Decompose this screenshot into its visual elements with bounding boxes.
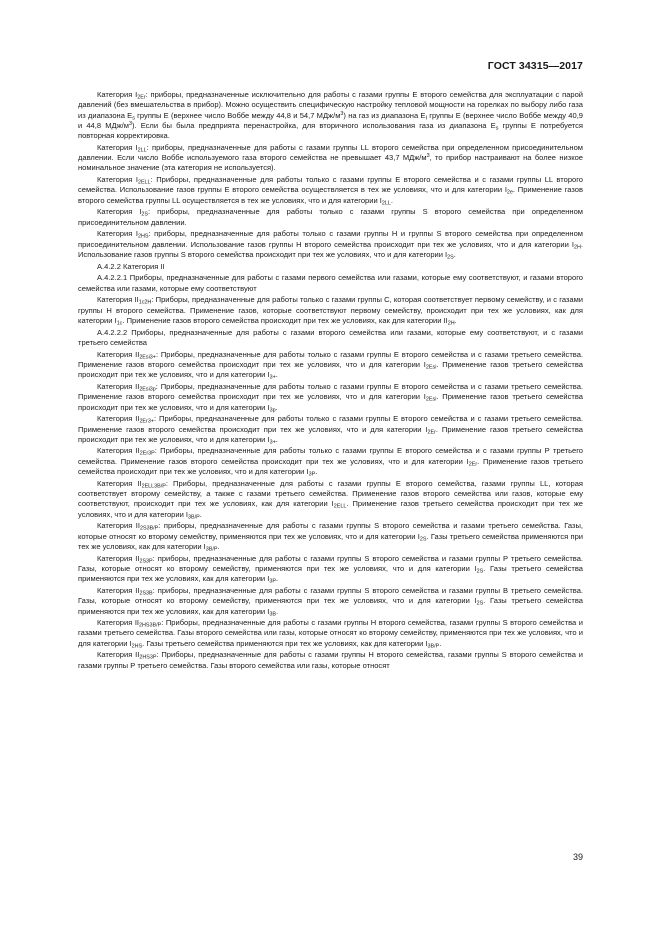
paragraph: Категория $I_{2ELL}$: Приборы, предназначенные для работы только с газами группы Е второго семейства и с газами группы LL второго семейства. Использование газов группы Е второго семейства осуществляется в тех же условиях, что и для категории $I_{2е}$. Применение газов второго семейства группы LL осуществляется в тех же условиях, что и для категории $I_{2LL}$. <box>78 175 583 207</box>
paragraph: Категория $II_{2HS3B/P}$: Приборы, предназначенные для работы с газами группы Н второго семейства, газами группы S второго семейства и газами третьего семейства. Газы второго семейства или газы, которые относят ко второму семейству, применяются при тех же условиях, что и для категории $I_{2HS}$. Газы третьего семейства применяются при тех же условиях, как для категории $I_{3B/P}$. <box>78 618 583 650</box>
document-body <box>78 90 583 672</box>
paragraph: Категория $I_{2S}$: приборы, предназначенные для работы только с газами группы S второго семейства при определенном присоединительном давлении. <box>78 207 583 227</box>
paragraph: А.4.2.2.2 Приборы, предназначенные для работы с газами второго семейства или газами, которые ему соответствуют, и с газами третьего семейства <box>78 327 583 347</box>
paragraph: Категория $I_{2HS}$: приборы, предназначенные для работы только с газами группы Н и группы S второго семейства при определенном присоединительном давлении. Использование газов группы Н второго семейства происходит при тех же условиях, что и для категории $I_{2H}$. Использование газов группы S второго семейства происходит при тех же условиях, что и для категории $I_{2S}$. <box>78 229 583 261</box>
paragraph: Категория $II_{2ELL3B/P}$: Приборы, предназначенные для работы с газами группы Е второго семейства, газами группы LL, которая соответствует второму семейству, а также с газами третьего семейства. Применение газов второго семейства или газов, которые ему соответствуют, происходит при тех же условиях, как для категории $I_{2ELL}$. Применение газов третьего семейства происходит при тех же условиях, что и для категории $I_{3B/P}$. <box>78 478 584 521</box>
paragraph: Категория $II_{1c2H}$: Приборы, предназначенные для работы только с газами группы С, которая соответствует первому семейству, и с газами группы Н второго семейства. Применение газов, которые соответствуют первому семейству, происходит при тех же условиях, как для категории $I_{1c}$. Применение газов второго семейства происходит при тех же условиях, как для категории $II_{2H}$. <box>78 295 583 327</box>
paragraph: Категория $II_{2S3B}$: приборы, предназначенные для работы с газами группы S второго семейства и газами группы В третьего семейства. Газы, которые относят ко второму семейству, применяются при тех же условиях, что и для категории $I_{2S}$. Газы третьего семейства применяются при тех же условиях, как для категории $I_{3B}$. <box>78 585 583 618</box>
paragraph: Категория $II_{2Esi3p}$: Приборы, предназначенные для работы только с газами группы Е второго семейства и с газами третьего семейства. Применение газов второго семейства происходит при тех же условиях, что и для категории $I_{2Esi}$. Применение газов третьего семейства происходит при тех же условиях, что и для категории $I_{3p}$. <box>78 381 583 414</box>
paragraph: Категория $II_{2S3P}$: приборы, предназначенные для работы с газами группы S второго семейства и газами группы Р третьего семейства. Газы, которые относят ко второму семейству, применяются при тех же условиях, что и для категории $I_{2S}$. Газы третьего семейства применяются при тех же условиях, как для категории $I_{3P}$. <box>78 553 583 585</box>
paragraph: А.4.2.2 Категория II <box>97 261 165 271</box>
document-header: ГОСТ 34315—2017 <box>487 60 583 72</box>
page-number: 39 <box>572 852 583 862</box>
paragraph: Категория $I_{2LL}$: приборы, предназначенные для работы с газами группы LL второго семейства при определенном присоединительном давлении. Если число Воббе используемого газа второго семейства не превышает 43,7 МДж/$м^3$, то прибор настраивают на более низкое номинальное значение (эта категория не используется). <box>78 142 583 173</box>
paragraph: Категория $I_{2Er}$: приборы, предназначенные исключительно для работы с газами группы Е второго семейства для эксплуатации с парой давлений (без вмешательства в прибор). Можно осуществить специфическую настройку тепловой мощности на горелках по выбору либо газа из диапазона $Е_s$ группы Е (верхнее число Воббе между 44,8 и 54,7 МДж/$м^3$) на газ из диапазона $Е_I$ группы Е (верхнее число Воббе между 40,9 и 44,8 МДж/$м^3$). Если бы была предприята перенастройка, для вторичного использования газа из диапазона $Е_s$ группы Е потребуется повторная корректировка. <box>78 90 584 141</box>
paragraph: Категория $II_{2Er3+}$: Приборы, предназначенные для работы только с газами группы Е второго семейства и с газами третьего семейства. Применение газов второго семейства происходит при тех же условиях, что и для категории $I_{2Er}$. Применение газов третьего семейства происходит при тех же условиях, что и для категории $I_{3+}$. <box>78 414 584 446</box>
paragraph: Категория $II_{2HS3P}$: Приборы, предназначенные для работы с газами группы Н второго семейства, газами группы S второго семейства и газами группы Р третьего семейства. Газы второго семейства или газы, которые относят <box>78 650 583 670</box>
paragraph: Категория $II_{2Er3P}$: Приборы, предназначенные для работы только с газами группы Е второго семейства и с газами группы Р третьего семейства. Применение газов второго семейства происходит при тех же условиях, что и для категории $I_{2Er}$. Применение газов третьего семейства происходит при тех же условиях, что и для категории $I_{3P}$. <box>78 446 584 478</box>
paragraph: А.4.2.2.1 Приборы, предназначенные для работы с газами первого семейства или газами, которые ему соответствуют, и газами второго семейства или газами, которые ему соответствуют <box>78 273 583 293</box>
paragraph: Категория $II_{2S3B/P}$: приборы, предназначенные для работы с газами группы S второго семейства и газами третьего семейства. Газы, которые относят ко второму семейству, применяются при тех же условиях, что и для категории $I_{2S}$. Газы третьего семейства применяются при тех же условиях, как для категории $I_{3B/P}$. <box>78 521 583 553</box>
paragraph: Категория $II_{2Esi3+}$: Приборы, предназначенные для работы только с газами группы Е второго семейства и с газами третьего семейства. Применение газов второго семейства происходит при тех же условиях, что и для категории $I_{2Esi}$. Применение газов третьего семейства происходит при тех же условиях, что и для категории $I_{3+}$. <box>78 349 583 381</box>
